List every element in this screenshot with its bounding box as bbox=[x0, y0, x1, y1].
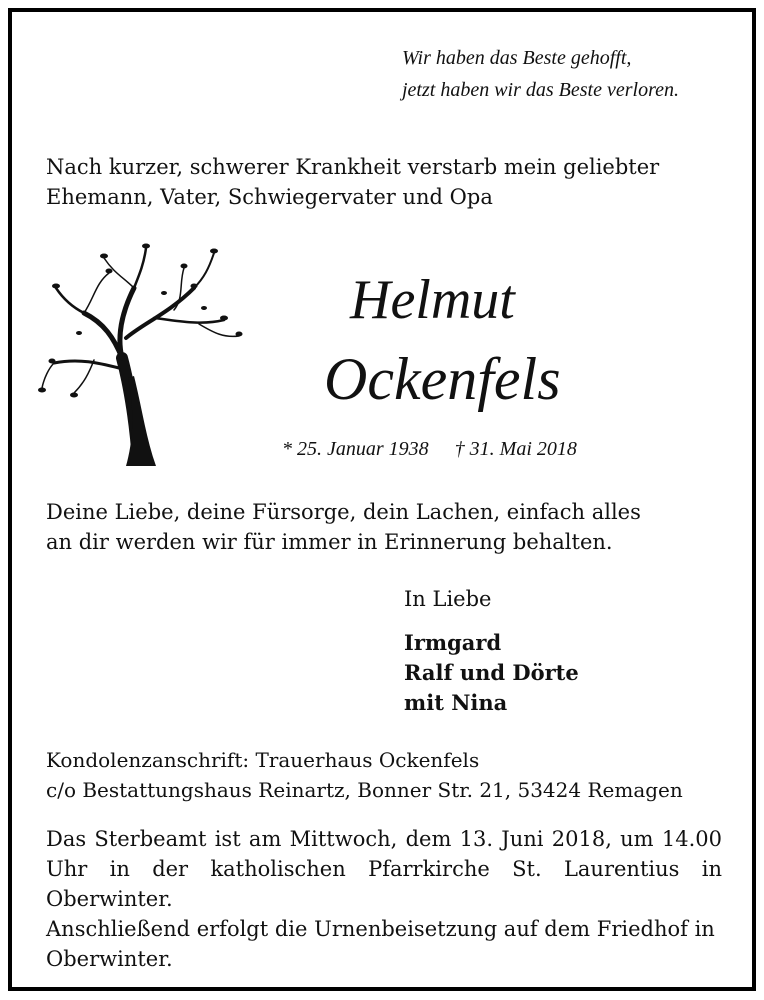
deceased-first-name: Helmut bbox=[350, 269, 515, 331]
tribute-line-2: an dir werden wir für immer in Erinnerung behalten. bbox=[46, 530, 613, 554]
obituary-notice bbox=[8, 8, 756, 991]
condolence-line-2: c/o Bestattungshaus Reinartz, Bonner Str. 21, 53424 Remagen bbox=[46, 778, 683, 802]
tribute-line-1: Deine Liebe, deine Fürsorge, dein Lachen, einfach alles bbox=[46, 500, 641, 524]
signer-name: mit Nina bbox=[404, 690, 508, 715]
signer-name: Irmgard bbox=[404, 630, 502, 655]
death-date: † 31. Mai 2018 bbox=[454, 438, 577, 460]
burial-announcement: Anschließend erfolgt die Urnenbeisetzung auf dem Friedhof in Oberwinter. bbox=[46, 917, 715, 971]
signature-intro: In Liebe bbox=[404, 587, 492, 611]
intro-text bbox=[46, 152, 659, 212]
signature-names bbox=[404, 628, 579, 718]
signer-name: Ralf und Dörte bbox=[404, 660, 579, 685]
intro-line-1: Nach kurzer, schwerer Krankheit verstarb mein geliebter bbox=[46, 155, 660, 179]
birth-date: * 25. Januar 1938 bbox=[282, 438, 429, 460]
tribute-text bbox=[46, 497, 641, 557]
motto-line-1: Wir haben das Beste gehofft, bbox=[402, 47, 632, 69]
motto-line-2: jetzt haben wir das Beste verloren. bbox=[402, 79, 679, 101]
service-announcement: Das Sterbeamt ist am Mittwoch, dem 13. Juni 2018, um 14.00 Uhr in der katholischen Pfarrkirche St. Laurentius in Oberwinter. bbox=[46, 827, 722, 911]
deceased-last-name: Ockenfels bbox=[324, 346, 561, 412]
condolence-address bbox=[46, 745, 683, 805]
life-dates bbox=[282, 438, 577, 461]
condolence-line-1: Kondolenzanschrift: Trauerhaus Ockenfels bbox=[46, 748, 480, 772]
motto-quote bbox=[402, 42, 679, 106]
tree-illustration-icon bbox=[34, 238, 244, 466]
intro-line-2: Ehemann, Vater, Schwiegervater und Opa bbox=[46, 185, 493, 209]
